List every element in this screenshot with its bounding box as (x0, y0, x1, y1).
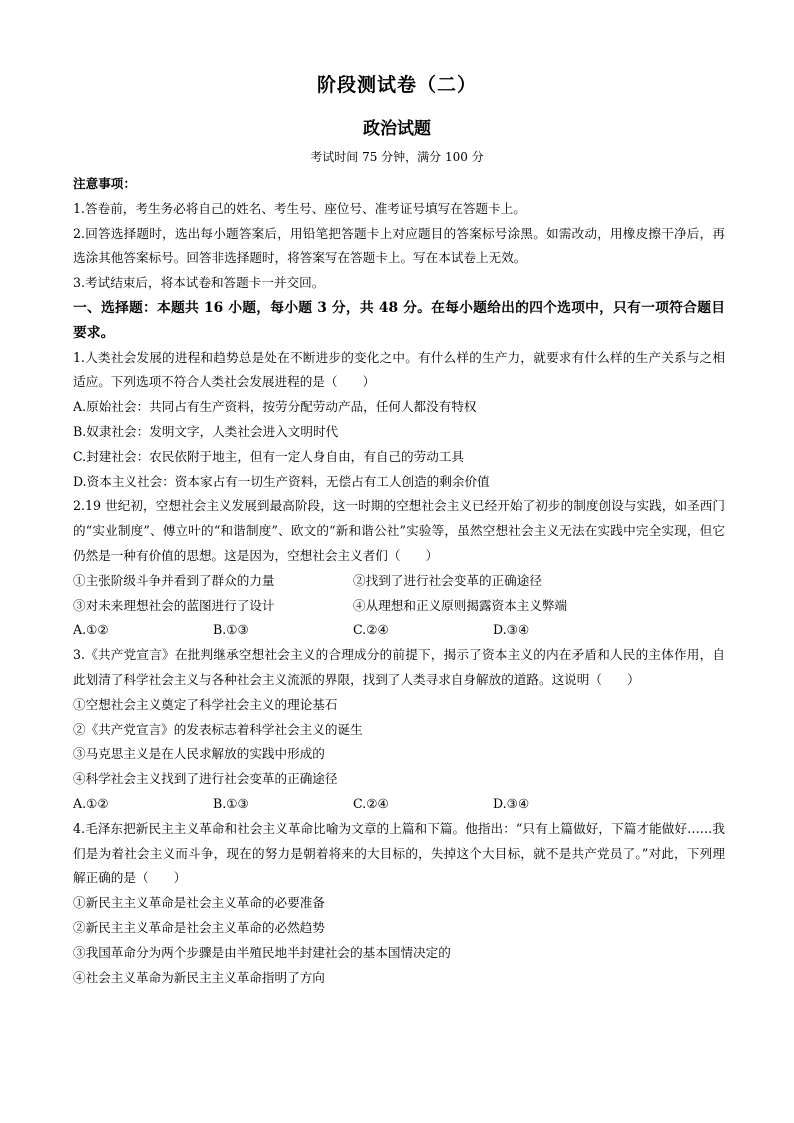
exam-title: 阶段测试卷（二） (316, 74, 477, 96)
statement: ②新民主主义革命是社会主义革命的必然趋势 (73, 919, 325, 935)
statement-row (73, 569, 725, 594)
option: C.②④ (353, 795, 389, 811)
option: D.③④ (493, 622, 530, 638)
statement: ③我国革命分为两个步骤是由半殖民地半封建社会的基本国情决定的 (73, 944, 451, 960)
statement: ④社会主义革命为新民主主义革命指明了方向 (73, 969, 325, 985)
option: B.①③ (213, 622, 249, 638)
option: D.资本主义社会：资本家占有一切生产资料，无偿占有工人创造的剩余价值 (73, 473, 490, 489)
statement: ①主张阶级斗争并看到了群众的力量 (73, 572, 275, 588)
notice-item: 1.答卷前，考生务必将自己的姓名、考生号、座位号、准考证号填写在答题卡上。 (73, 200, 526, 216)
notice-item: 3.考试结束后，将本试卷和答题卡一并交回。 (73, 275, 325, 291)
option: B.①③ (213, 795, 249, 811)
option: A.原始社会：共同占有生产资料，按劳分配劳动产品，任何人都没有特权 (73, 399, 477, 415)
notice-heading: 注意事项： (73, 176, 136, 191)
question-stem: 4.毛泽东把新民主主义革命和社会主义革命比喻为文章的上篇和下篇。他指出：“只有上篇做好，下篇才能做好……我们是为着社会主义而斗争，现在的努力是朝着将来的大目标的，失掉这个大目标，就不是共产党员了。”对此，下列理解正确的是（ ） (73, 820, 725, 886)
statement: ①空想社会主义奠定了科学社会主义的理论基石 (73, 696, 338, 712)
statement-row (73, 594, 725, 619)
statement: ①新民主主义革命是社会主义革命的必要准备 (73, 895, 325, 911)
statement: ②《共产党宣言》的发表标志着科学社会主义的诞生 (73, 721, 363, 737)
option: C.②④ (353, 622, 389, 638)
option-row (73, 618, 725, 643)
question-stem: 3.《共产党宣言》在批判继承空想社会主义的合理成分的前提下，揭示了资本主义的内在矛盾和人民的主体作用，自此划清了科学社会主义与各种社会主义流派的界限，找到了人类寻求自身解放的道路。这说明（ ） (73, 647, 725, 687)
statement: ②找到了进行社会变革的正确途径 (353, 572, 542, 588)
exam-content (73, 172, 725, 990)
option: C.封建社会：农民依附于地主，但有一定人身自由，有自己的劳动工具 (73, 448, 465, 464)
option: D.③④ (493, 795, 530, 811)
statement: ④从理想和正义原则揭露资本主义弊端 (353, 597, 568, 613)
exam-time-info: 考试时间 75 分钟，满分 100 分 (310, 150, 484, 164)
statement: ③对未来理想社会的蓝图进行了设计 (73, 597, 275, 613)
statement: ③马克思主义是在人民求解放的实践中形成的 (73, 746, 325, 762)
option-row (73, 792, 725, 817)
option: A.①② (73, 622, 109, 638)
section-heading: 一、选择题：本题共 16 小题，每小题 3 分，共 48 分。在每小题给出的四个选项中，只有一项符合题目要求。 (73, 299, 725, 341)
statement: ④科学社会主义找到了进行社会变革的正确途径 (73, 771, 338, 787)
notice-item: 2.回答选择题时，选出每小题答案后，用铅笔把答题卡上对应题目的答案标号涂黑。如需改动，用橡皮擦干净后，再选涂其他答案标号。回答非选择题时，将答案写在答题卡上。写在本试卷上无效。 (73, 225, 725, 266)
subject-title: 政治试题 (363, 119, 431, 139)
question-stem: 2.19 世纪初，空想社会主义发展到最高阶段，这一时期的空想社会主义已经开始了初步的制度创设与实践，如圣西门的“实业制度”、傅立叶的“和谐制度”、欧文的“新和谐公社”实验等，虽然空想社会主义无法在实践中完全实现，但它仍然是一种有价值的思想。这是因为，空想社会主义者们（ ） (73, 498, 725, 563)
option: A.①② (73, 795, 109, 811)
option: B.奴隶社会：发明文字，人类社会进入文明时代 (73, 423, 339, 439)
question-stem: 1.人类社会发展的进程和趋势总是处在不断进步的变化之中。有什么样的生产力，就要求有什么样的生产关系与之相适应。下列选项不符合人类社会发展进程的是（ ） (73, 349, 725, 390)
